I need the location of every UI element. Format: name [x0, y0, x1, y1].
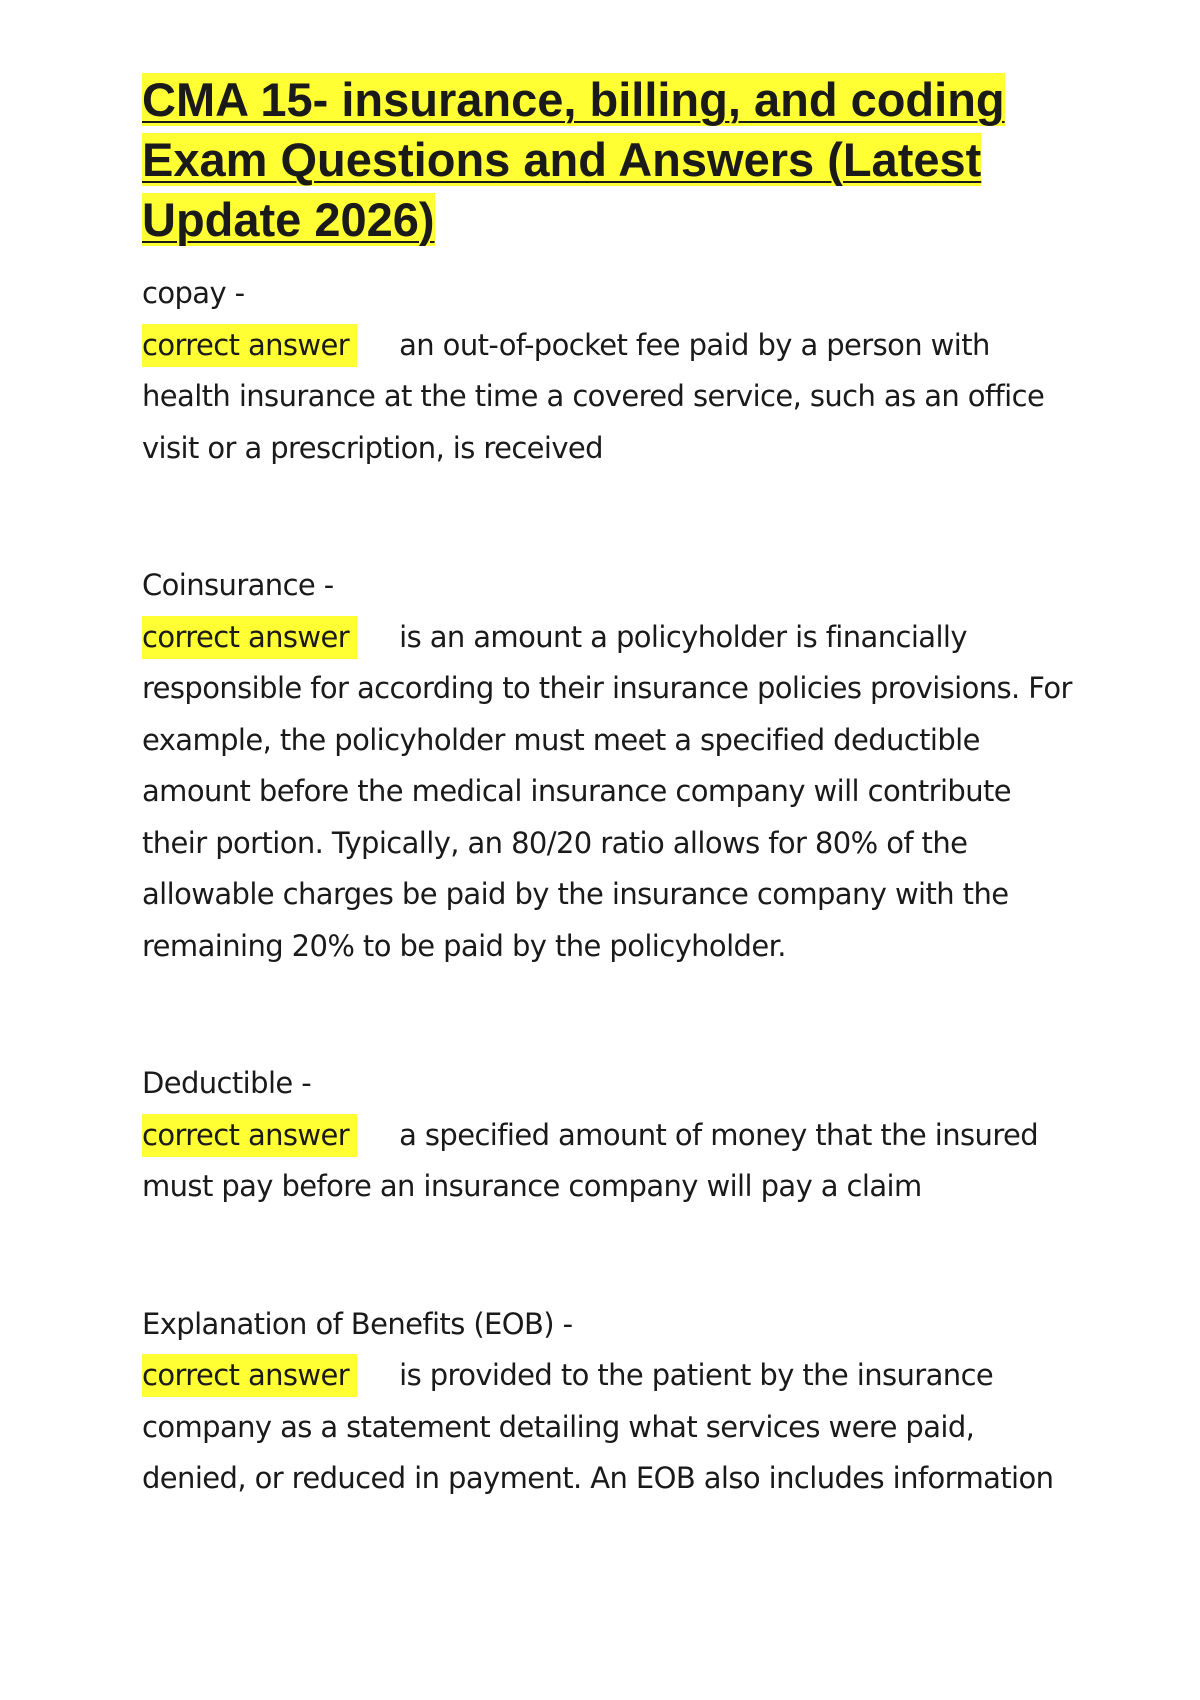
- answer-text: is provided to the patient by the insurance company as a statement detailing what services were paid, denied, or reduced in payment. An EOB also includes information: [142, 1358, 1054, 1495]
- answer-text: is an amount a policyholder is financially responsible for according to their insurance policies provisions. For example, the policyholder must meet a specified deductible amount before the medical insurance company will contribute their portion. Typically, an 80/20 ratio allows for 80% of the allowable charges be paid by the insurance company with the remaining 20% to be paid by the policyholder.: [142, 619, 1072, 963]
- document-title-text: CMA 15- insurance, billing, and coding Exam Questions and Answers (Latest Update 2026): [142, 73, 1005, 246]
- document-page: [142, 70, 1072, 1505]
- answer-text: an out-of-pocket fee paid by a person with health insurance at the time a covered service, such as an office visit or a prescription, is received: [142, 327, 1045, 465]
- question-term: Explanation of Benefits (EOB) -: [142, 1306, 573, 1341]
- correct-answer-label: correct answer: [142, 1114, 357, 1157]
- document-title: [142, 70, 1042, 250]
- question-term: copay -: [142, 276, 245, 310]
- correct-answer-label: correct answer: [142, 324, 357, 367]
- question-term: Deductible -: [142, 1066, 312, 1100]
- qa-entry-deductible: [142, 1058, 1072, 1213]
- qa-entry-eob: [142, 1299, 1072, 1505]
- qa-entry-copay: [142, 268, 1072, 474]
- question-term: Coinsurance -: [142, 568, 334, 602]
- correct-answer-label: correct answer: [142, 616, 357, 659]
- qa-entry-coinsurance: [142, 560, 1072, 972]
- correct-answer-label: correct answer: [142, 1354, 357, 1397]
- answer-text: a specified amount of money that the insured must pay before an insurance company will pay a claim: [142, 1117, 1039, 1203]
